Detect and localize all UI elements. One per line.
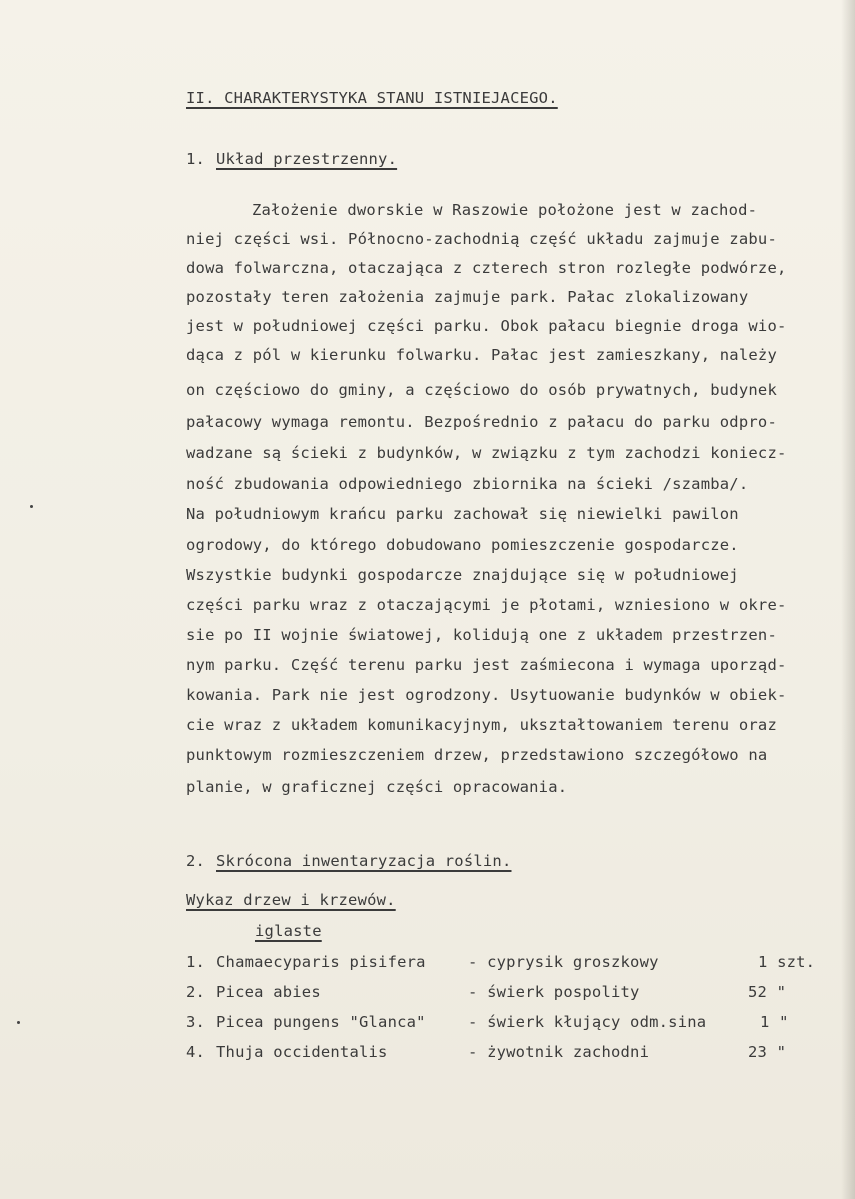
paragraph-line: jest w południowej części parku. Obok pałacu biegnie droga wio-: [186, 317, 787, 335]
quantity: 52 ": [748, 983, 787, 1001]
list-heading: Wykaz drzew i krzewów.: [186, 891, 396, 909]
paragraph-line: planie, w graficznej części opracowania.: [186, 778, 568, 796]
polish-name: - świerk pospolity: [468, 983, 640, 1001]
paragraph-line: wadzane są ścieki z budynków, w związku z tym zachodzi koniecz-: [186, 444, 787, 462]
quantity: 1 szt.: [758, 953, 816, 971]
paragraph-line: cie wraz z układem komunikacyjnym, ukształtowaniem terenu oraz: [186, 716, 777, 734]
paragraph-line: pałacowy wymaga remontu. Bezpośrednio z pałacu do parku odpro-: [186, 413, 777, 431]
paragraph-line: nym parku. Część terenu parku jest zaśmiecona i wymaga uporząd-: [186, 656, 787, 674]
paragraph-line: on częściowo do gminy, a częściowo do osób prywatnych, budynek: [186, 381, 777, 399]
paragraph-line: punktowym rozmieszczeniem drzew, przedstawiono szczegółowo na: [186, 746, 768, 764]
quantity: 23 ": [748, 1043, 787, 1061]
paragraph-line: części parku wraz z otaczającymi je płotami, wzniesiono w okre-: [186, 596, 787, 614]
paragraph-line: kowania. Park nie jest ogrodzony. Usytuowanie budynków w obiek-: [186, 686, 787, 704]
page-edge-shadow: [841, 0, 855, 1199]
latin-name: Thuja occidentalis: [216, 1043, 388, 1061]
section-2-number: 2.: [186, 852, 206, 870]
punch-mark: [30, 505, 33, 508]
row-number: 1.: [186, 953, 206, 971]
group-label: iglaste: [255, 922, 322, 940]
paragraph-line: sie po II wojnie światowej, kolidują one z układem przestrzen-: [186, 626, 777, 644]
latin-name: Picea abies: [216, 983, 321, 1001]
document-title: II. CHARAKTERYSTYKA STANU ISTNIEJACEGO.: [186, 89, 558, 107]
polish-name: - cyprysik groszkowy: [468, 953, 659, 971]
quantity: 1 ": [760, 1013, 789, 1031]
paragraph-line: pozostały teren założenia zajmuje park. Pałac zlokalizowany: [186, 288, 749, 306]
paragraph-line: Wszystkie budynki gospodarcze znajdujące się w południowej: [186, 566, 739, 584]
row-number: 3.: [186, 1013, 206, 1031]
section-1-heading: Układ przestrzenny.: [216, 150, 398, 168]
paragraph-line: dowa folwarczna, otaczająca z czterech stron rozległe podwórze,: [186, 259, 787, 277]
polish-name: - żywotnik zachodni: [468, 1043, 650, 1061]
paragraph-line: ogrodowy, do którego dobudowano pomieszczenie gospodarcze.: [186, 536, 739, 554]
paragraph-line: niej części wsi. Północno-zachodnią część układu zajmuje zabu-: [186, 230, 777, 248]
polish-name: - świerk kłujący odm.sina: [468, 1013, 707, 1031]
paragraph-line: Na południowym krańcu parku zachował się niewielki pawilon: [186, 505, 739, 523]
row-number: 2.: [186, 983, 206, 1001]
latin-name: Chamaecyparis pisifera: [216, 953, 426, 971]
section-1-number: 1.: [186, 150, 206, 168]
latin-name: Picea pungens "Glanca": [216, 1013, 426, 1031]
paragraph-line: dąca z pól w kierunku folwarku. Pałac jest zamieszkany, należy: [186, 346, 777, 364]
punch-mark: [17, 1021, 20, 1024]
section-2-heading: Skrócona inwentaryzacja roślin.: [216, 852, 512, 870]
paragraph-line: ność zbudowania odpowiedniego zbiornika na ścieki /szamba/.: [186, 475, 749, 493]
paragraph-line: Założenie dworskie w Raszowie położone jest w zachod-: [252, 201, 758, 219]
row-number: 4.: [186, 1043, 206, 1061]
